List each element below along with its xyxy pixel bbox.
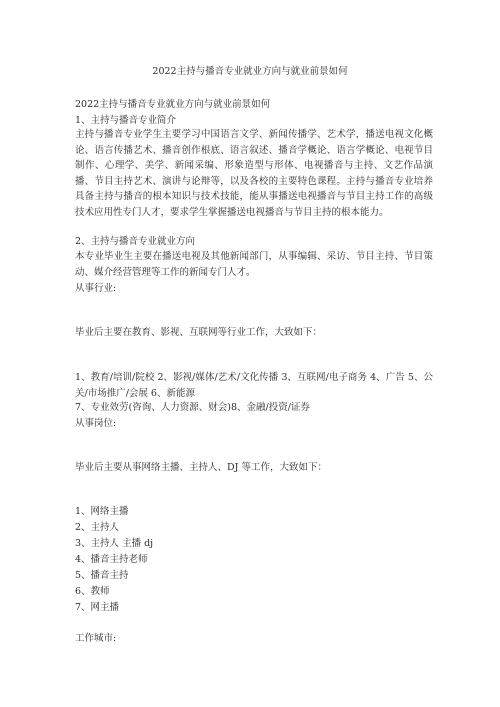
industry-list-1: 1、教育/培训/院校 2、影视/媒体/艺术/文化传播 3、互联网/电子商务 4、广告 5、公关/市场推广/会展 6、新能源	[75, 372, 433, 399]
position-item: 6、教师	[75, 586, 110, 597]
position-item: 7、网主播	[75, 602, 120, 613]
position-intro: 毕业后主要从事网络主播、主持人、DJ 等工作，大致如下：	[75, 462, 327, 473]
position-item: 4、播音主持老师	[75, 554, 148, 565]
document-title: 2022主持与播音专业就业方向与就业前景如何	[152, 66, 348, 77]
section1-body: 主持与播音专业学生主要学习中国语言文学、新闻传播学、艺术学，播送电视文化概论、语言传播艺术、播音创作根底、语言叙述、播音学概论、语言学概论、电视节目制作、心理学、美学、新闻采编、形象造型与形体、电视播音与主持、文艺作品演播、节目主持艺术、演讲与论辩等，以及各校的主要特色课程。主持与播音专业培养具备主持与播音的根本知识与技术技能，能从事播送电视播音与节目主持工作的高级技术应用性专门人才，要求学生掌握播送电视播音与节目主持的根本能力。	[75, 129, 433, 218]
industry-list-2: 7、专业效劳(咨询、人力资源、财会)8、金融/投资/证券	[75, 402, 310, 413]
industry-intro: 毕业后主要在教育、影视、互联网等行业工作，大致如下：	[75, 327, 323, 338]
section1-heading: 1、主持与播音专业简介	[75, 115, 177, 126]
industry-label: 从事行业:	[75, 283, 117, 294]
city-label: 工作城市:	[75, 633, 117, 644]
document-subtitle: 2022主持与播音专业就业方向与就业前景如何	[75, 99, 271, 110]
position-item: 5、播音主持	[75, 570, 129, 581]
section2-body: 本专业毕业生主要在播送电视及其他新闻部门，从事编辑、采访、节目主持、节目策动、媒介经营管理等工作的新闻专门人才。	[75, 251, 433, 278]
position-item: 3、主持人 主播 dj	[75, 538, 154, 549]
position-item: 1、网络主播	[75, 506, 129, 517]
position-label: 从事岗位:	[75, 418, 117, 429]
position-item: 2、主持人	[75, 522, 120, 533]
section2-heading: 2、主持与播音专业就业方向	[75, 236, 196, 247]
